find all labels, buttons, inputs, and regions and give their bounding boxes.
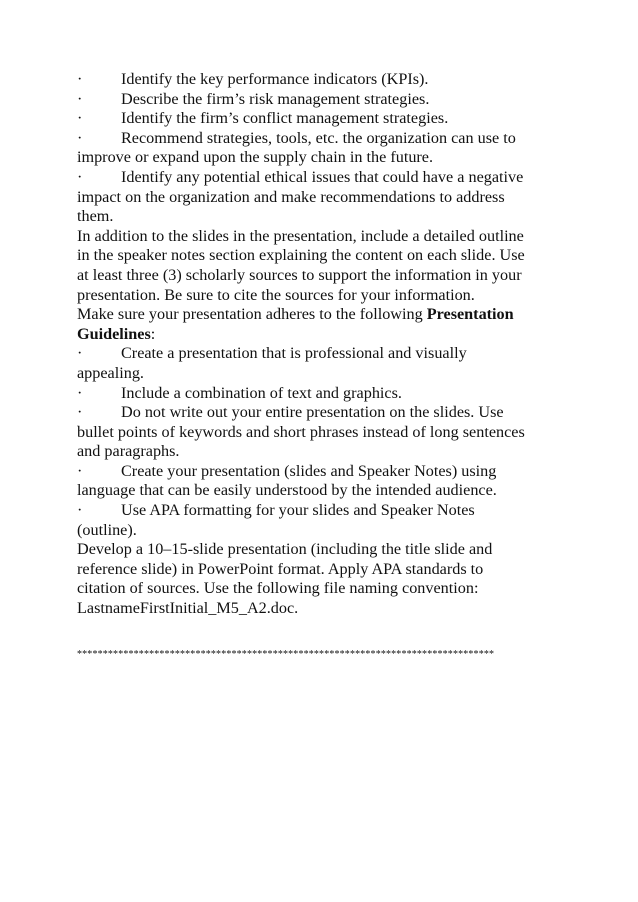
bullet-line [77,501,567,521]
line-text: and paragraphs. [77,442,180,461]
line-text: Describe the firm’s risk management strategies. [121,89,430,108]
text-line [77,227,567,247]
line-text: Make sure your presentation adheres to the following [77,305,427,324]
line-text: impact on the organization and make recommendations to address [77,187,505,206]
line-text: In addition to the slides in the presentation, include a detailed outline [77,226,524,245]
line-text: Use APA formatting for your slides and Speaker Notes [121,501,475,520]
line-text: Create your presentation (slides and Speaker Notes) using [121,461,497,480]
line-text: appealing. [77,363,144,382]
bullet-dot: · [77,403,83,422]
bullet-line [77,70,567,90]
text-line [77,266,567,286]
line-text: reference slide) in PowerPoint format. Apply APA standards to [77,559,484,578]
line-text: Develop a 10–15-slide presentation (including the title slide and [77,540,493,559]
text-line [77,599,567,619]
line-text: citation of sources. Use the following file naming convention: [77,579,479,598]
bullet-dot: · [77,461,83,480]
bullet-line [77,384,567,404]
line-text: them. [77,207,114,226]
text-line [77,521,567,541]
text-line [77,481,567,501]
line-text: Identify any potential ethical issues that could have a negative [121,167,524,186]
line-text: Identify the key performance indicators (KPIs). [121,70,429,88]
bullet-line [77,168,567,188]
text-line [77,560,567,580]
bullet-line [77,129,567,149]
bullet-line [77,90,567,110]
bullet-line [77,462,567,482]
bullet-line [77,109,567,129]
line-text: bullet points of keywords and short phrases instead of long sentences [77,422,525,441]
text-line [77,325,567,345]
line-text-suffix: : [150,324,156,343]
line-text: Do not write out your entire presentation on the slides. Use [121,403,504,422]
text-line [77,207,567,227]
text-line [77,286,567,306]
bullet-dot: · [77,167,83,186]
bullet-dot: · [77,344,83,363]
bullet-dot: · [77,70,83,88]
bullet-dot: · [77,89,83,108]
bullet-line [77,403,567,423]
line-text: Identify the firm’s conflict management strategies. [121,109,449,128]
text-line [77,540,567,560]
line-text: language that can be easily understood by the intended audience. [77,481,497,500]
bold-text: Guidelines [77,324,151,343]
line-text: Recommend strategies, tools, etc. the organization can use to [121,128,516,147]
text-line [77,364,567,384]
text-line [77,148,567,168]
line-text: in the speaker notes section explaining the content on each slide. Use [77,246,525,265]
document-body [77,70,567,619]
text-line [77,423,567,443]
bullet-dot: · [77,109,83,128]
line-text: improve or expand upon the supply chain in the future. [77,148,434,167]
asterisk-separator: ********************************************************************************* [77,649,495,660]
line-text: LastnameFirstInitial_M5_A2.doc. [77,599,299,618]
line-text: (outline). [77,520,137,539]
text-line [77,305,567,325]
text-line [77,442,567,462]
line-text: Include a combination of text and graphics. [121,383,402,402]
line-text: Create a presentation that is professional and visually [121,344,467,363]
bullet-dot: · [77,383,83,402]
text-line [77,246,567,266]
line-text: presentation. Be sure to cite the sources for your information. [77,285,475,304]
bullet-dot: · [77,128,83,147]
bullet-dot: · [77,501,83,520]
bold-text: Presentation [426,305,514,324]
line-text: at least three (3) scholarly sources to support the information in your [77,265,522,284]
bullet-line [77,344,567,364]
text-line [77,579,567,599]
text-line [77,188,567,208]
